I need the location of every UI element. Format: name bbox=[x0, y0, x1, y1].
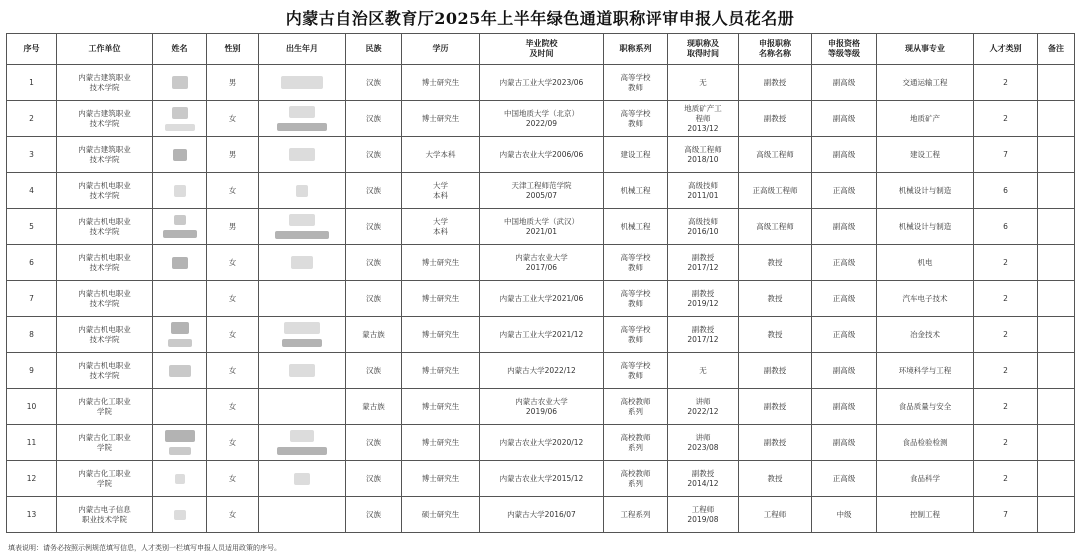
education: 博士研究生 bbox=[402, 461, 480, 497]
redaction-blur bbox=[172, 107, 188, 119]
ethnicity: 汉族 bbox=[346, 173, 402, 209]
table-row bbox=[7, 209, 1075, 245]
row-number: 9 bbox=[7, 353, 57, 389]
title-series: 工程系列 bbox=[604, 497, 668, 533]
work-unit: 内蒙古机电职业 技术学院 bbox=[57, 173, 153, 209]
name-redacted bbox=[153, 497, 207, 533]
current-title: 无 bbox=[668, 353, 739, 389]
gender: 女 bbox=[207, 317, 259, 353]
column-header: 学历 bbox=[402, 34, 480, 65]
name-redacted bbox=[153, 425, 207, 461]
column-header: 现从事专业 bbox=[877, 34, 974, 65]
applied-level: 正高级 bbox=[812, 281, 877, 317]
title-series: 高等学校 教师 bbox=[604, 317, 668, 353]
current-title: 高级工程师 2018/10 bbox=[668, 137, 739, 173]
current-title: 高级技师 2011/01 bbox=[668, 173, 739, 209]
applied-level: 正高级 bbox=[812, 461, 877, 497]
applied-title: 高级工程师 bbox=[739, 137, 812, 173]
redaction-blur bbox=[281, 76, 323, 89]
birth-date-redacted bbox=[259, 461, 346, 497]
name-redacted bbox=[153, 245, 207, 281]
applied-title: 工程师 bbox=[739, 497, 812, 533]
row-number: 12 bbox=[7, 461, 57, 497]
redaction-blur bbox=[171, 322, 189, 334]
applied-title: 高级工程师 bbox=[739, 209, 812, 245]
birth-date-redacted bbox=[259, 353, 346, 389]
title-series: 高等学校 教师 bbox=[604, 65, 668, 101]
name-redacted bbox=[153, 101, 207, 137]
table-row bbox=[7, 281, 1075, 317]
redaction-blur bbox=[291, 256, 313, 269]
talent-category: 6 bbox=[974, 173, 1038, 209]
education: 博士研究生 bbox=[402, 101, 480, 137]
current-title: 副教授 2017/12 bbox=[668, 317, 739, 353]
remark bbox=[1038, 281, 1075, 317]
row-number: 10 bbox=[7, 389, 57, 425]
name-redacted bbox=[153, 137, 207, 173]
current-major: 食品科学 bbox=[877, 461, 974, 497]
graduated-school: 内蒙古农业大学2020/12 bbox=[480, 425, 604, 461]
ethnicity: 汉族 bbox=[346, 137, 402, 173]
title-series: 机械工程 bbox=[604, 209, 668, 245]
current-title: 工程师 2019/08 bbox=[668, 497, 739, 533]
gender: 女 bbox=[207, 245, 259, 281]
title-series: 高校教师 系列 bbox=[604, 389, 668, 425]
birth-date-redacted bbox=[259, 281, 346, 317]
table-row bbox=[7, 101, 1075, 137]
title-series: 建设工程 bbox=[604, 137, 668, 173]
education: 博士研究生 bbox=[402, 65, 480, 101]
work-unit: 内蒙古机电职业 技术学院 bbox=[57, 245, 153, 281]
redaction-blur bbox=[289, 106, 315, 118]
table-row bbox=[7, 461, 1075, 497]
education: 博士研究生 bbox=[402, 245, 480, 281]
education: 大学本科 bbox=[402, 137, 480, 173]
ethnicity: 汉族 bbox=[346, 101, 402, 137]
redaction-blur bbox=[175, 474, 185, 484]
current-title: 地质矿产工 程师 2013/12 bbox=[668, 101, 739, 137]
talent-category: 7 bbox=[974, 137, 1038, 173]
title-series: 高等学校 教师 bbox=[604, 353, 668, 389]
table-row bbox=[7, 353, 1075, 389]
birth-date-redacted bbox=[259, 389, 346, 425]
current-major: 机械设计与制造 bbox=[877, 209, 974, 245]
gender: 女 bbox=[207, 425, 259, 461]
redaction-blur bbox=[275, 231, 329, 239]
name-redacted bbox=[153, 353, 207, 389]
remark bbox=[1038, 209, 1075, 245]
work-unit: 内蒙古机电职业 技术学院 bbox=[57, 209, 153, 245]
redaction-blur bbox=[174, 215, 186, 225]
education: 博士研究生 bbox=[402, 317, 480, 353]
applied-level: 正高级 bbox=[812, 317, 877, 353]
column-header: 现职称及 取得时间 bbox=[668, 34, 739, 65]
redaction-blur bbox=[173, 149, 187, 161]
redaction-blur bbox=[277, 447, 327, 455]
name-redacted bbox=[153, 281, 207, 317]
current-major: 机电 bbox=[877, 245, 974, 281]
row-number: 3 bbox=[7, 137, 57, 173]
applied-level: 正高级 bbox=[812, 173, 877, 209]
table-row bbox=[7, 65, 1075, 101]
current-title: 讲师 2023/08 bbox=[668, 425, 739, 461]
redaction-blur bbox=[174, 185, 186, 197]
talent-category: 2 bbox=[974, 65, 1038, 101]
redaction-blur bbox=[277, 123, 327, 131]
remark bbox=[1038, 497, 1075, 533]
work-unit: 内蒙古电子信息 职业技术学院 bbox=[57, 497, 153, 533]
remark bbox=[1038, 101, 1075, 137]
current-major: 建设工程 bbox=[877, 137, 974, 173]
applied-level: 副高级 bbox=[812, 65, 877, 101]
applied-level: 副高级 bbox=[812, 209, 877, 245]
graduated-school: 中国地质大学（北京） 2022/09 bbox=[480, 101, 604, 137]
birth-date-redacted bbox=[259, 317, 346, 353]
column-header: 姓名 bbox=[153, 34, 207, 65]
ethnicity: 蒙古族 bbox=[346, 317, 402, 353]
row-number: 13 bbox=[7, 497, 57, 533]
graduated-school: 内蒙古农业大学 2019/06 bbox=[480, 389, 604, 425]
ethnicity: 汉族 bbox=[346, 65, 402, 101]
gender: 女 bbox=[207, 101, 259, 137]
redaction-blur bbox=[172, 76, 188, 89]
column-header: 工作单位 bbox=[57, 34, 153, 65]
graduated-school: 内蒙古农业大学2015/12 bbox=[480, 461, 604, 497]
remark bbox=[1038, 317, 1075, 353]
education: 大学 本科 bbox=[402, 173, 480, 209]
applied-level: 正高级 bbox=[812, 245, 877, 281]
current-title: 讲师 2022/12 bbox=[668, 389, 739, 425]
birth-date-redacted bbox=[259, 209, 346, 245]
talent-category: 6 bbox=[974, 209, 1038, 245]
graduated-school: 内蒙古大学2016/07 bbox=[480, 497, 604, 533]
gender: 女 bbox=[207, 173, 259, 209]
column-header: 性别 bbox=[207, 34, 259, 65]
applied-title: 副教授 bbox=[739, 353, 812, 389]
graduated-school: 内蒙古工业大学2021/12 bbox=[480, 317, 604, 353]
applied-level: 副高级 bbox=[812, 353, 877, 389]
column-header: 毕业院校 及时间 bbox=[480, 34, 604, 65]
title-series: 高校教师 系列 bbox=[604, 425, 668, 461]
redaction-blur bbox=[296, 185, 308, 197]
redaction-blur bbox=[168, 339, 192, 347]
work-unit: 内蒙古机电职业 技术学院 bbox=[57, 317, 153, 353]
education: 大学 本科 bbox=[402, 209, 480, 245]
table-row bbox=[7, 137, 1075, 173]
row-number: 2 bbox=[7, 101, 57, 137]
applied-title: 教授 bbox=[739, 281, 812, 317]
title-series: 机械工程 bbox=[604, 173, 668, 209]
graduated-school: 内蒙古工业大学2021/06 bbox=[480, 281, 604, 317]
table-row bbox=[7, 245, 1075, 281]
applicant-roster-table bbox=[6, 33, 1075, 533]
applied-level: 副高级 bbox=[812, 389, 877, 425]
title-series: 高等学校 教师 bbox=[604, 101, 668, 137]
work-unit: 内蒙古建筑职业 技术学院 bbox=[57, 101, 153, 137]
work-unit: 内蒙古建筑职业 技术学院 bbox=[57, 65, 153, 101]
talent-category: 2 bbox=[974, 425, 1038, 461]
birth-date-redacted bbox=[259, 425, 346, 461]
column-header: 职称系列 bbox=[604, 34, 668, 65]
redaction-blur bbox=[165, 430, 195, 442]
birth-date-redacted bbox=[259, 497, 346, 533]
title-series: 高等学校 教师 bbox=[604, 281, 668, 317]
column-header: 民族 bbox=[346, 34, 402, 65]
ethnicity: 汉族 bbox=[346, 353, 402, 389]
document-title: 内蒙古自治区教育厅2025年上半年绿色通道职称评审申报人员花名册 bbox=[285, 9, 795, 28]
current-major: 汽车电子技术 bbox=[877, 281, 974, 317]
name-redacted bbox=[153, 173, 207, 209]
applied-title: 正高级工程师 bbox=[739, 173, 812, 209]
redaction-blur bbox=[290, 430, 314, 442]
table-row bbox=[7, 497, 1075, 533]
redaction-blur bbox=[174, 510, 186, 520]
talent-category: 2 bbox=[974, 389, 1038, 425]
gender: 男 bbox=[207, 65, 259, 101]
redaction-blur bbox=[294, 473, 310, 485]
applied-title: 副教授 bbox=[739, 65, 812, 101]
work-unit: 内蒙古化工职业 学院 bbox=[57, 389, 153, 425]
table-row bbox=[7, 173, 1075, 209]
talent-category: 2 bbox=[974, 281, 1038, 317]
talent-category: 2 bbox=[974, 245, 1038, 281]
row-number: 8 bbox=[7, 317, 57, 353]
birth-date-redacted bbox=[259, 65, 346, 101]
redaction-blur bbox=[169, 365, 191, 377]
redaction-blur bbox=[172, 257, 188, 269]
row-number: 11 bbox=[7, 425, 57, 461]
graduated-school: 内蒙古大学2022/12 bbox=[480, 353, 604, 389]
work-unit: 内蒙古机电职业 技术学院 bbox=[57, 281, 153, 317]
applied-title: 副教授 bbox=[739, 389, 812, 425]
gender: 女 bbox=[207, 281, 259, 317]
applied-title: 教授 bbox=[739, 317, 812, 353]
gender: 女 bbox=[207, 461, 259, 497]
applied-title: 副教授 bbox=[739, 101, 812, 137]
talent-category: 2 bbox=[974, 461, 1038, 497]
applied-title: 教授 bbox=[739, 461, 812, 497]
column-header: 申报职称 名称名称 bbox=[739, 34, 812, 65]
remark bbox=[1038, 389, 1075, 425]
current-major: 交通运输工程 bbox=[877, 65, 974, 101]
redaction-blur bbox=[169, 447, 191, 455]
footnote: 填表说明：请务必按照示例规范填写信息，人才类别一栏填写申报人员适用政策的序号。 bbox=[8, 544, 281, 552]
table-row bbox=[7, 317, 1075, 353]
graduated-school: 内蒙古农业大学 2017/06 bbox=[480, 245, 604, 281]
row-number: 7 bbox=[7, 281, 57, 317]
ethnicity: 汉族 bbox=[346, 461, 402, 497]
talent-category: 2 bbox=[974, 353, 1038, 389]
redaction-blur bbox=[282, 339, 322, 347]
education: 博士研究生 bbox=[402, 389, 480, 425]
column-header: 备注 bbox=[1038, 34, 1075, 65]
birth-date-redacted bbox=[259, 137, 346, 173]
remark bbox=[1038, 245, 1075, 281]
applied-level: 副高级 bbox=[812, 101, 877, 137]
ethnicity: 汉族 bbox=[346, 281, 402, 317]
talent-category: 2 bbox=[974, 101, 1038, 137]
gender: 女 bbox=[207, 389, 259, 425]
row-number: 1 bbox=[7, 65, 57, 101]
gender: 女 bbox=[207, 497, 259, 533]
applied-level: 副高级 bbox=[812, 137, 877, 173]
applied-level: 副高级 bbox=[812, 425, 877, 461]
education: 硕士研究生 bbox=[402, 497, 480, 533]
birth-date-redacted bbox=[259, 101, 346, 137]
current-major: 地质矿产 bbox=[877, 101, 974, 137]
remark bbox=[1038, 173, 1075, 209]
ethnicity: 汉族 bbox=[346, 497, 402, 533]
graduated-school: 内蒙古工业大学2023/06 bbox=[480, 65, 604, 101]
ethnicity: 汉族 bbox=[346, 245, 402, 281]
remark bbox=[1038, 65, 1075, 101]
current-major: 冶金技术 bbox=[877, 317, 974, 353]
work-unit: 内蒙古化工职业 学院 bbox=[57, 425, 153, 461]
redaction-blur bbox=[289, 214, 315, 226]
graduated-school: 中国地质大学（武汉） 2021/01 bbox=[480, 209, 604, 245]
column-header: 人才类别 bbox=[974, 34, 1038, 65]
current-major: 环境科学与工程 bbox=[877, 353, 974, 389]
row-number: 6 bbox=[7, 245, 57, 281]
gender: 男 bbox=[207, 209, 259, 245]
table-row bbox=[7, 425, 1075, 461]
current-title: 副教授 2017/12 bbox=[668, 245, 739, 281]
title-series: 高校教师 系列 bbox=[604, 461, 668, 497]
column-header: 序号 bbox=[7, 34, 57, 65]
education: 博士研究生 bbox=[402, 281, 480, 317]
column-header: 出生年月 bbox=[259, 34, 346, 65]
ethnicity: 汉族 bbox=[346, 425, 402, 461]
graduated-school: 天津工程师范学院 2005/07 bbox=[480, 173, 604, 209]
redaction-blur bbox=[284, 322, 320, 334]
redaction-blur bbox=[163, 230, 197, 238]
current-major: 食品检验检测 bbox=[877, 425, 974, 461]
gender: 女 bbox=[207, 353, 259, 389]
table-header-row bbox=[7, 34, 1075, 65]
current-title: 副教授 2014/12 bbox=[668, 461, 739, 497]
graduated-school: 内蒙古农业大学2006/06 bbox=[480, 137, 604, 173]
title-series: 高等学校 教师 bbox=[604, 245, 668, 281]
redaction-blur bbox=[165, 124, 195, 131]
column-header: 申报资格 等级等级 bbox=[812, 34, 877, 65]
name-redacted bbox=[153, 65, 207, 101]
education: 博士研究生 bbox=[402, 425, 480, 461]
row-number: 4 bbox=[7, 173, 57, 209]
current-title: 无 bbox=[668, 65, 739, 101]
current-major: 控制工程 bbox=[877, 497, 974, 533]
remark bbox=[1038, 461, 1075, 497]
applied-level: 中级 bbox=[812, 497, 877, 533]
birth-date-redacted bbox=[259, 245, 346, 281]
education: 博士研究生 bbox=[402, 353, 480, 389]
ethnicity: 蒙古族 bbox=[346, 389, 402, 425]
current-major: 机械设计与制造 bbox=[877, 173, 974, 209]
applied-title: 副教授 bbox=[739, 425, 812, 461]
redaction-blur bbox=[289, 364, 315, 377]
talent-category: 2 bbox=[974, 317, 1038, 353]
birth-date-redacted bbox=[259, 173, 346, 209]
table-row bbox=[7, 389, 1075, 425]
talent-category: 7 bbox=[974, 497, 1038, 533]
remark bbox=[1038, 353, 1075, 389]
name-redacted bbox=[153, 209, 207, 245]
current-title: 副教授 2019/12 bbox=[668, 281, 739, 317]
redaction-blur bbox=[289, 148, 315, 161]
remark bbox=[1038, 137, 1075, 173]
row-number: 5 bbox=[7, 209, 57, 245]
remark bbox=[1038, 425, 1075, 461]
name-redacted bbox=[153, 317, 207, 353]
gender: 男 bbox=[207, 137, 259, 173]
applied-title: 教授 bbox=[739, 245, 812, 281]
current-major: 食品质量与安全 bbox=[877, 389, 974, 425]
name-redacted bbox=[153, 389, 207, 425]
work-unit: 内蒙古机电职业 技术学院 bbox=[57, 353, 153, 389]
name-redacted bbox=[153, 461, 207, 497]
work-unit: 内蒙古建筑职业 技术学院 bbox=[57, 137, 153, 173]
ethnicity: 汉族 bbox=[346, 209, 402, 245]
work-unit: 内蒙古化工职业 学院 bbox=[57, 461, 153, 497]
current-title: 高级技师 2016/10 bbox=[668, 209, 739, 245]
